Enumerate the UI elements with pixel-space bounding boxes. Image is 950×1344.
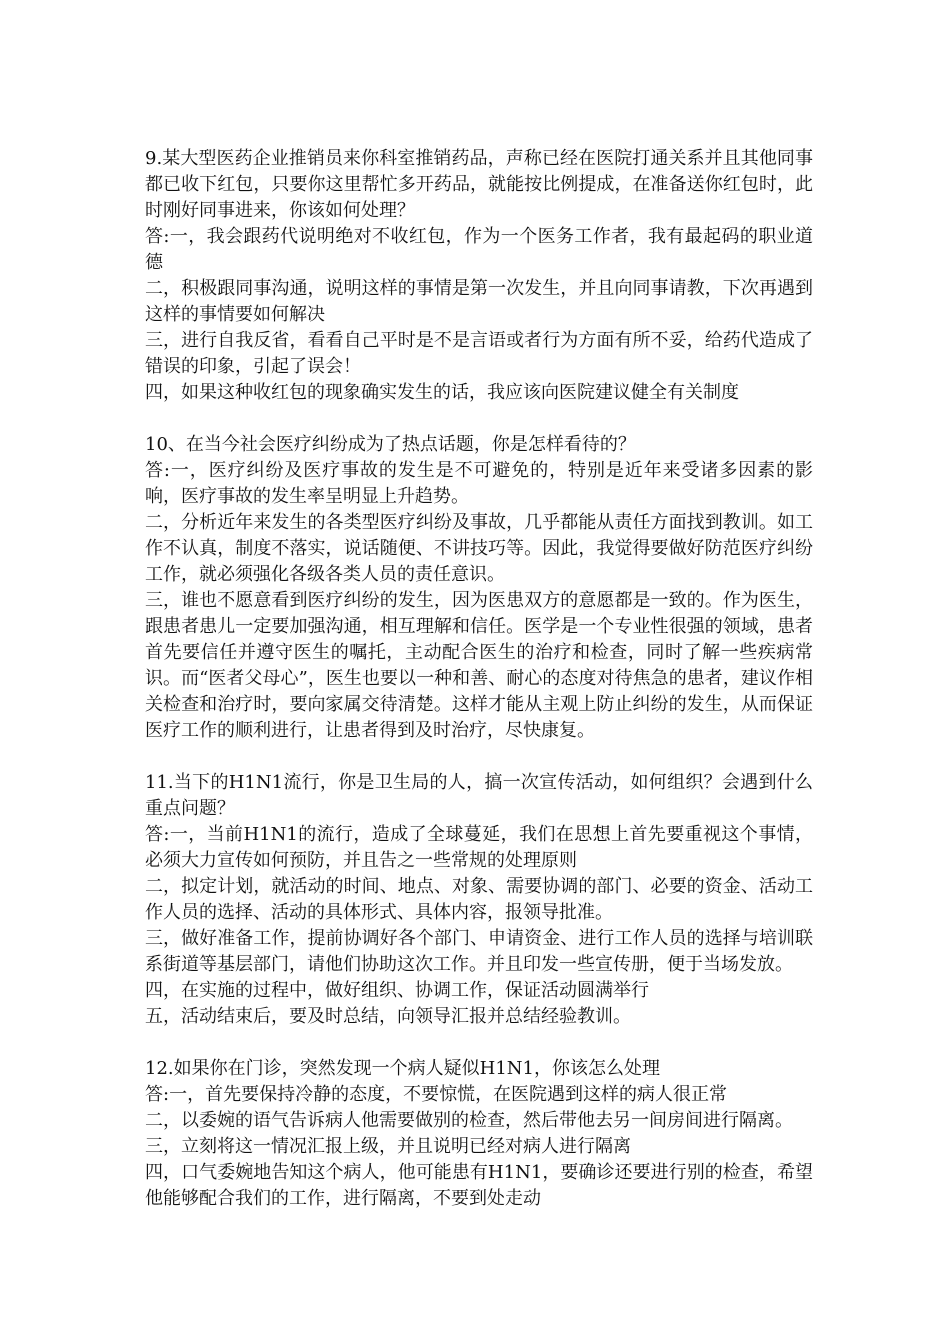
answer-10-3: 三，谁也不愿意看到医疗纠纷的发生，因为医患双方的意愿都是一致的。作为医生，跟患者患儿一定要加强沟通，相互理解和信任。医学是一个专业性很强的领域，患者首先要信任并遵守医生的嘱托，主动配合医生的治疗和检查，同时了解一些疾病常识。而“医者父母心”，医生也要以一种和善、耐心的态度对待焦急的患者，建议作相关检查和治疗时，要向家属交待清楚。这样才能从主观上防止纠纷的发生，从而保证医疗工作的顺利进行，让患者得到及时治疗，尽快康复。 (145, 590, 813, 741)
question-11: 11.当下的H1N1流行，你是卫生局的人，搞一次宣传活动，如何组织？会遇到什么重点问题？ (145, 772, 813, 819)
answer-9-3: 三，进行自我反省，看看自己平时是不是言语或者行为方面有所不妥，给药代造成了错误的印象，引起了误会！ (145, 330, 813, 377)
answer-11-4: 四，在实施的过程中，做好组织、协调工作，保证活动圆满举行 (145, 980, 649, 1001)
answer-12-3: 三，立刻将这一情况汇报上级，并且说明已经对病人进行隔离 (145, 1136, 631, 1157)
answer-11-2: 二，拟定计划，就活动的时间、地点、对象、需要协调的部门、必要的资金、活动工作人员的选择、活动的具体形式、具体内容，报领导批准。 (145, 876, 813, 923)
question-10: 10、在当今社会医疗纠纷成为了热点话题，你是怎样看待的？ (145, 434, 636, 455)
answer-10-2: 二，分析近年来发生的各类型医疗纠纷及事故，几乎都能从责任方面找到教训。如工作不认真，制度不落实，说话随便、不讲技巧等。因此，我觉得要做好防范医疗纠纷工作，就必须强化各级各类人员的责任意识。 (145, 512, 813, 585)
qa-section-9 (145, 146, 813, 406)
answer-11-3: 三，做好准备工作，提前协调好各个部门、申请资金、进行工作人员的选择与培训联系街道等基层部门，请他们协助这次工作。并且印发一些宣传册，便于当场发放。 (145, 928, 813, 975)
qa-section-11 (145, 770, 813, 1030)
answer-9-4: 四，如果这种收红包的现象确实发生的话，我应该向医院建议健全有关制度 (145, 382, 739, 403)
answer-11-1: 答:一，当前H1N1的流行，造成了全球蔓延，我们在思想上首先要重视这个事情，必须大力宣传如何预防，并且告之一些常规的处理原则 (145, 824, 813, 871)
question-12: 12.如果你在门诊，突然发现一个病人疑似H1N1，你该怎么处理 (145, 1058, 660, 1079)
answer-9-2: 二，积极跟同事沟通，说明这样的事情是第一次发生，并且向同事请教，下次再遇到这样的事情要如何解决 (145, 278, 813, 325)
answer-12-1: 答:一，首先要保持冷静的态度，不要惊慌，在医院遇到这样的病人很正常 (145, 1084, 728, 1105)
answer-12-2: 二，以委婉的语气告诉病人他需要做别的检查，然后带他去另一间房间进行隔离。 (145, 1110, 793, 1131)
answer-11-5: 五，活动结束后，要及时总结，向领导汇报并总结经验教训。 (145, 1006, 631, 1027)
qa-section-10 (145, 432, 813, 744)
qa-section-12 (145, 1056, 813, 1212)
answer-9-1: 答:一，我会跟药代说明绝对不收红包，作为一个医务工作者，我有最起码的职业道德 (145, 226, 813, 273)
document-page (145, 146, 813, 1212)
question-9: 9.某大型医药企业推销员来你科室推销药品，声称已经在医院打通关系并且其他同事都已收下红包，只要你这里帮忙多开药品，就能按比例提成，在准备送你红包时，此时刚好同事进来，你该如何处理？ (145, 148, 813, 221)
answer-12-4: 四，口气委婉地告知这个病人，他可能患有H1N1，要确诊还要进行别的检查，希望他能够配合我们的工作，进行隔离，不要到处走动 (145, 1162, 813, 1209)
answer-10-1: 答:一，医疗纠纷及医疗事故的发生是不可避免的，特别是近年来受诸多因素的影响，医疗事故的发生率呈明显上升趋势。 (145, 460, 813, 507)
